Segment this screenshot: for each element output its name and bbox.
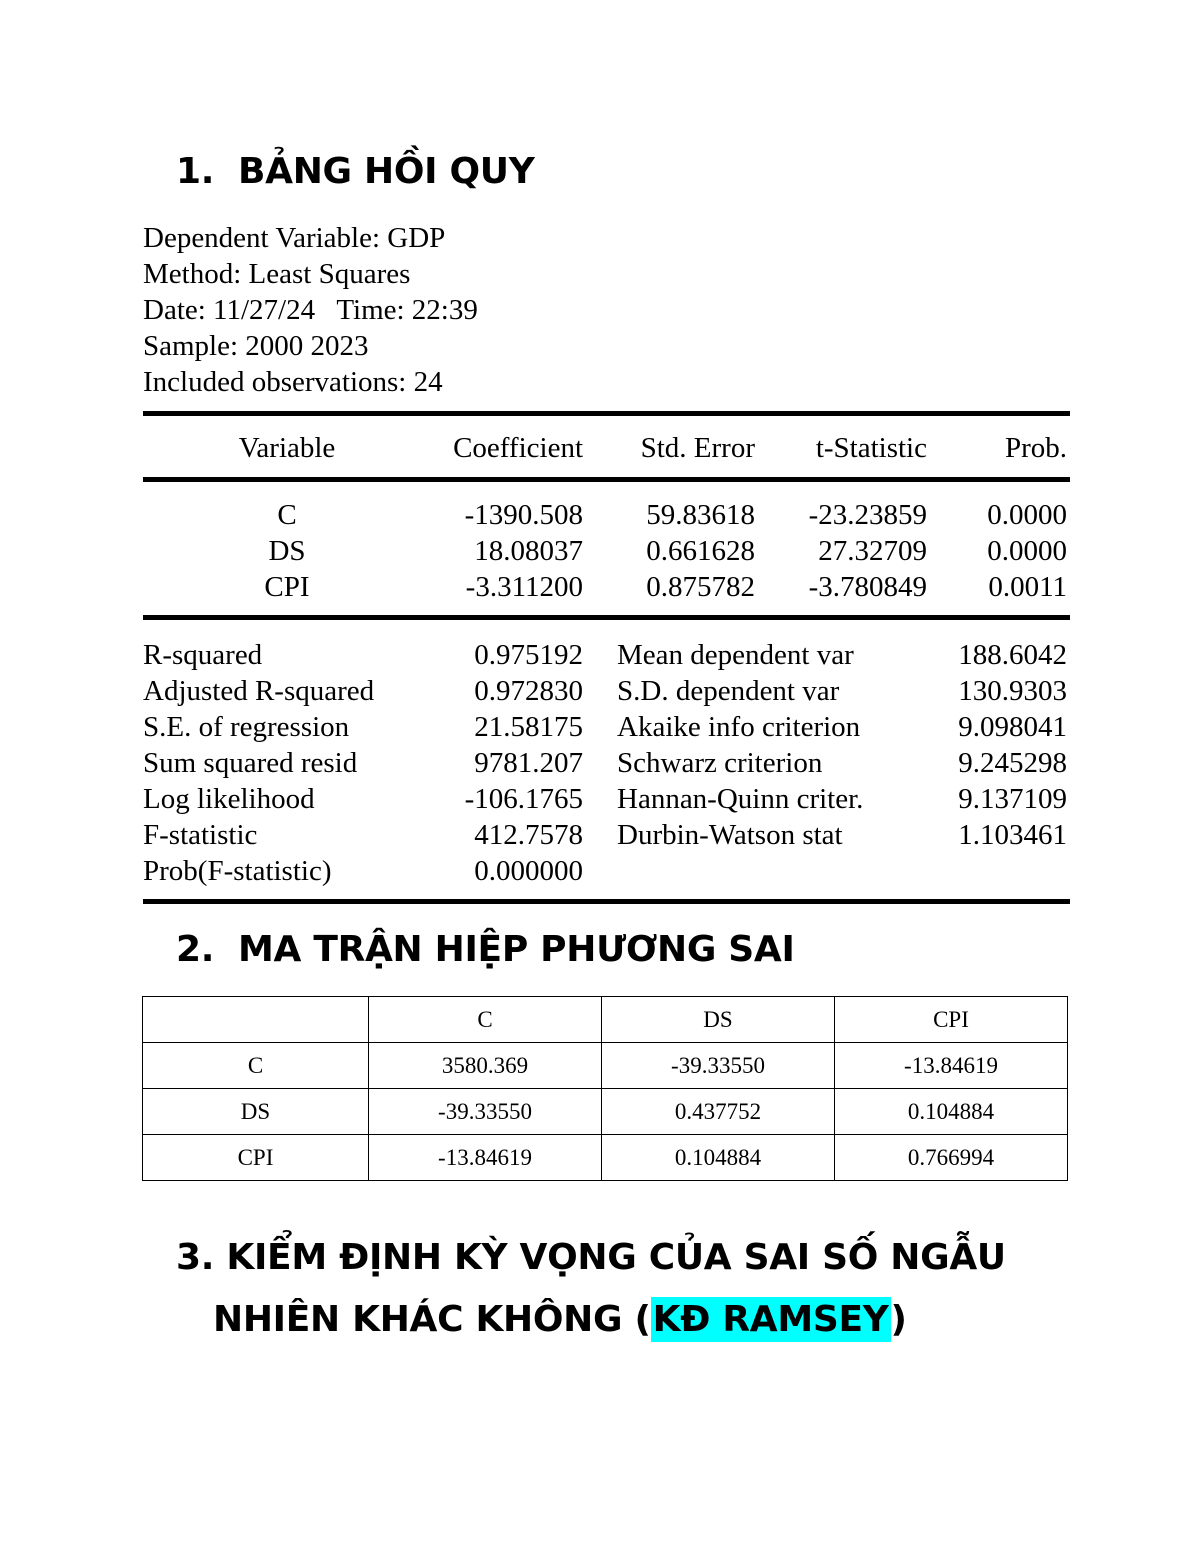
std-error: 59.83618	[646, 499, 755, 531]
stat-label: Prob(F-statistic)	[143, 855, 332, 887]
table-cell: 0.104884	[602, 1135, 835, 1181]
table-cell: 0.437752	[602, 1089, 835, 1135]
stat-value: 9.137109	[958, 783, 1067, 815]
table-rule-header	[143, 477, 1070, 482]
heading-number: 1.	[176, 151, 215, 192]
table-row	[143, 497, 1070, 533]
variable-name: CPI	[264, 571, 310, 603]
stat-label: Sum squared resid	[143, 747, 358, 779]
heading-text: )	[890, 1299, 907, 1340]
table-rule-bottom	[143, 899, 1070, 904]
stat-value: 9781.207	[474, 747, 583, 779]
table-cell: 0.104884	[835, 1089, 1068, 1135]
t-statistic: -3.780849	[808, 571, 927, 603]
stat-label: F-statistic	[143, 819, 258, 851]
stat-label: Mean dependent var	[617, 639, 854, 671]
stat-value: -106.1765	[464, 783, 583, 815]
stats-row	[143, 781, 1070, 817]
header-t-statistic: t-Statistic	[815, 432, 927, 464]
coefficient: -3.311200	[465, 571, 583, 603]
stat-value: 0.000000	[474, 855, 583, 887]
header-coefficient: Coefficient	[453, 432, 583, 464]
regression-meta	[143, 220, 478, 400]
stat-value: 9.245298	[958, 747, 1067, 779]
table-row	[143, 1089, 1068, 1135]
prob: 0.0000	[987, 499, 1067, 531]
header-std-error: Std. Error	[640, 432, 755, 464]
table-cell: 0.766994	[835, 1135, 1068, 1181]
t-statistic: -23.23859	[808, 499, 927, 531]
stat-value: 130.9303	[958, 675, 1067, 707]
table-cell: 3580.369	[369, 1043, 602, 1089]
stat-value: 0.972830	[474, 675, 583, 707]
table-row	[143, 569, 1070, 605]
stats-row	[143, 745, 1070, 781]
table-cell: -13.84619	[835, 1043, 1068, 1089]
stats-row	[143, 817, 1070, 853]
header-cell: C	[369, 997, 602, 1043]
highlighted-text: KĐ RAMSEY	[652, 1299, 889, 1340]
row-label: CPI	[143, 1135, 369, 1181]
table-row	[143, 1043, 1068, 1089]
stat-value: 1.103461	[958, 819, 1067, 851]
table-row	[143, 1135, 1068, 1181]
heading-text: NHIÊN KHÁC KHÔNG (	[213, 1299, 651, 1340]
stat-label: Adjusted R-squared	[143, 675, 375, 707]
stat-label: Durbin-Watson stat	[617, 819, 843, 851]
sample: Sample: 2000 2023	[143, 330, 369, 362]
variable-name: C	[277, 499, 297, 531]
stat-label: Schwarz criterion	[617, 747, 823, 779]
stat-value: 412.7578	[474, 819, 583, 851]
stats-row	[143, 673, 1070, 709]
stat-value: 0.975192	[474, 639, 583, 671]
method: Method: Least Squares	[143, 258, 411, 290]
date-time: Date: 11/27/24 Time: 22:39	[143, 294, 478, 326]
header-cell: CPI	[835, 997, 1068, 1043]
header-cell	[143, 997, 369, 1043]
prob: 0.0000	[987, 535, 1067, 567]
stat-label: Akaike info criterion	[617, 711, 861, 743]
row-label: DS	[143, 1089, 369, 1135]
std-error: 0.661628	[646, 535, 755, 567]
section-heading-ramsey-line1: 3. KIỂM ĐỊNH KỲ VỌNG CỦA SAI SỐ NGẪU	[176, 1237, 1006, 1278]
stat-label: S.E. of regression	[143, 711, 350, 743]
header-cell: DS	[602, 997, 835, 1043]
table-cell: -39.33550	[602, 1043, 835, 1089]
heading-number: 2.	[176, 929, 215, 970]
row-label: C	[143, 1043, 369, 1089]
section-heading-regression	[176, 150, 534, 194]
stats-row	[143, 853, 1070, 889]
std-error: 0.875782	[646, 571, 755, 603]
included-observations: Included observations: 24	[143, 366, 443, 398]
covariance-matrix-table	[142, 996, 1068, 1181]
coefficient: 18.08037	[474, 535, 583, 567]
stat-value: 21.58175	[474, 711, 583, 743]
stats-row	[143, 637, 1070, 673]
section-heading-covariance	[176, 928, 795, 972]
section-heading-ramsey-line2	[213, 1298, 907, 1342]
heading-text: BẢNG HỒI QUY	[238, 151, 535, 192]
table-cell: -13.84619	[369, 1135, 602, 1181]
stat-value: 9.098041	[958, 711, 1067, 743]
regression-header-row	[143, 430, 1070, 466]
stat-label: S.D. dependent var	[617, 675, 840, 707]
stats-row	[143, 709, 1070, 745]
stat-label: Log likelihood	[143, 783, 315, 815]
stat-label: Hannan-Quinn criter.	[617, 783, 864, 815]
prob: 0.0011	[988, 571, 1067, 603]
heading-text: MA TRẬN HIỆP PHƯƠNG SAI	[238, 929, 795, 970]
dependent-variable: Dependent Variable: GDP	[143, 222, 446, 254]
t-statistic: 27.32709	[818, 535, 927, 567]
stat-value: 188.6042	[958, 639, 1067, 671]
header-variable: Variable	[238, 432, 336, 464]
table-rule-middle	[143, 615, 1070, 620]
table-cell: -39.33550	[369, 1089, 602, 1135]
header-prob: Prob.	[1004, 432, 1067, 464]
table-row	[143, 533, 1070, 569]
variable-name: DS	[268, 535, 306, 567]
stat-label: R-squared	[143, 639, 263, 671]
table-header-row	[143, 997, 1068, 1043]
coefficient: -1390.508	[464, 499, 583, 531]
table-rule-top	[143, 411, 1070, 416]
